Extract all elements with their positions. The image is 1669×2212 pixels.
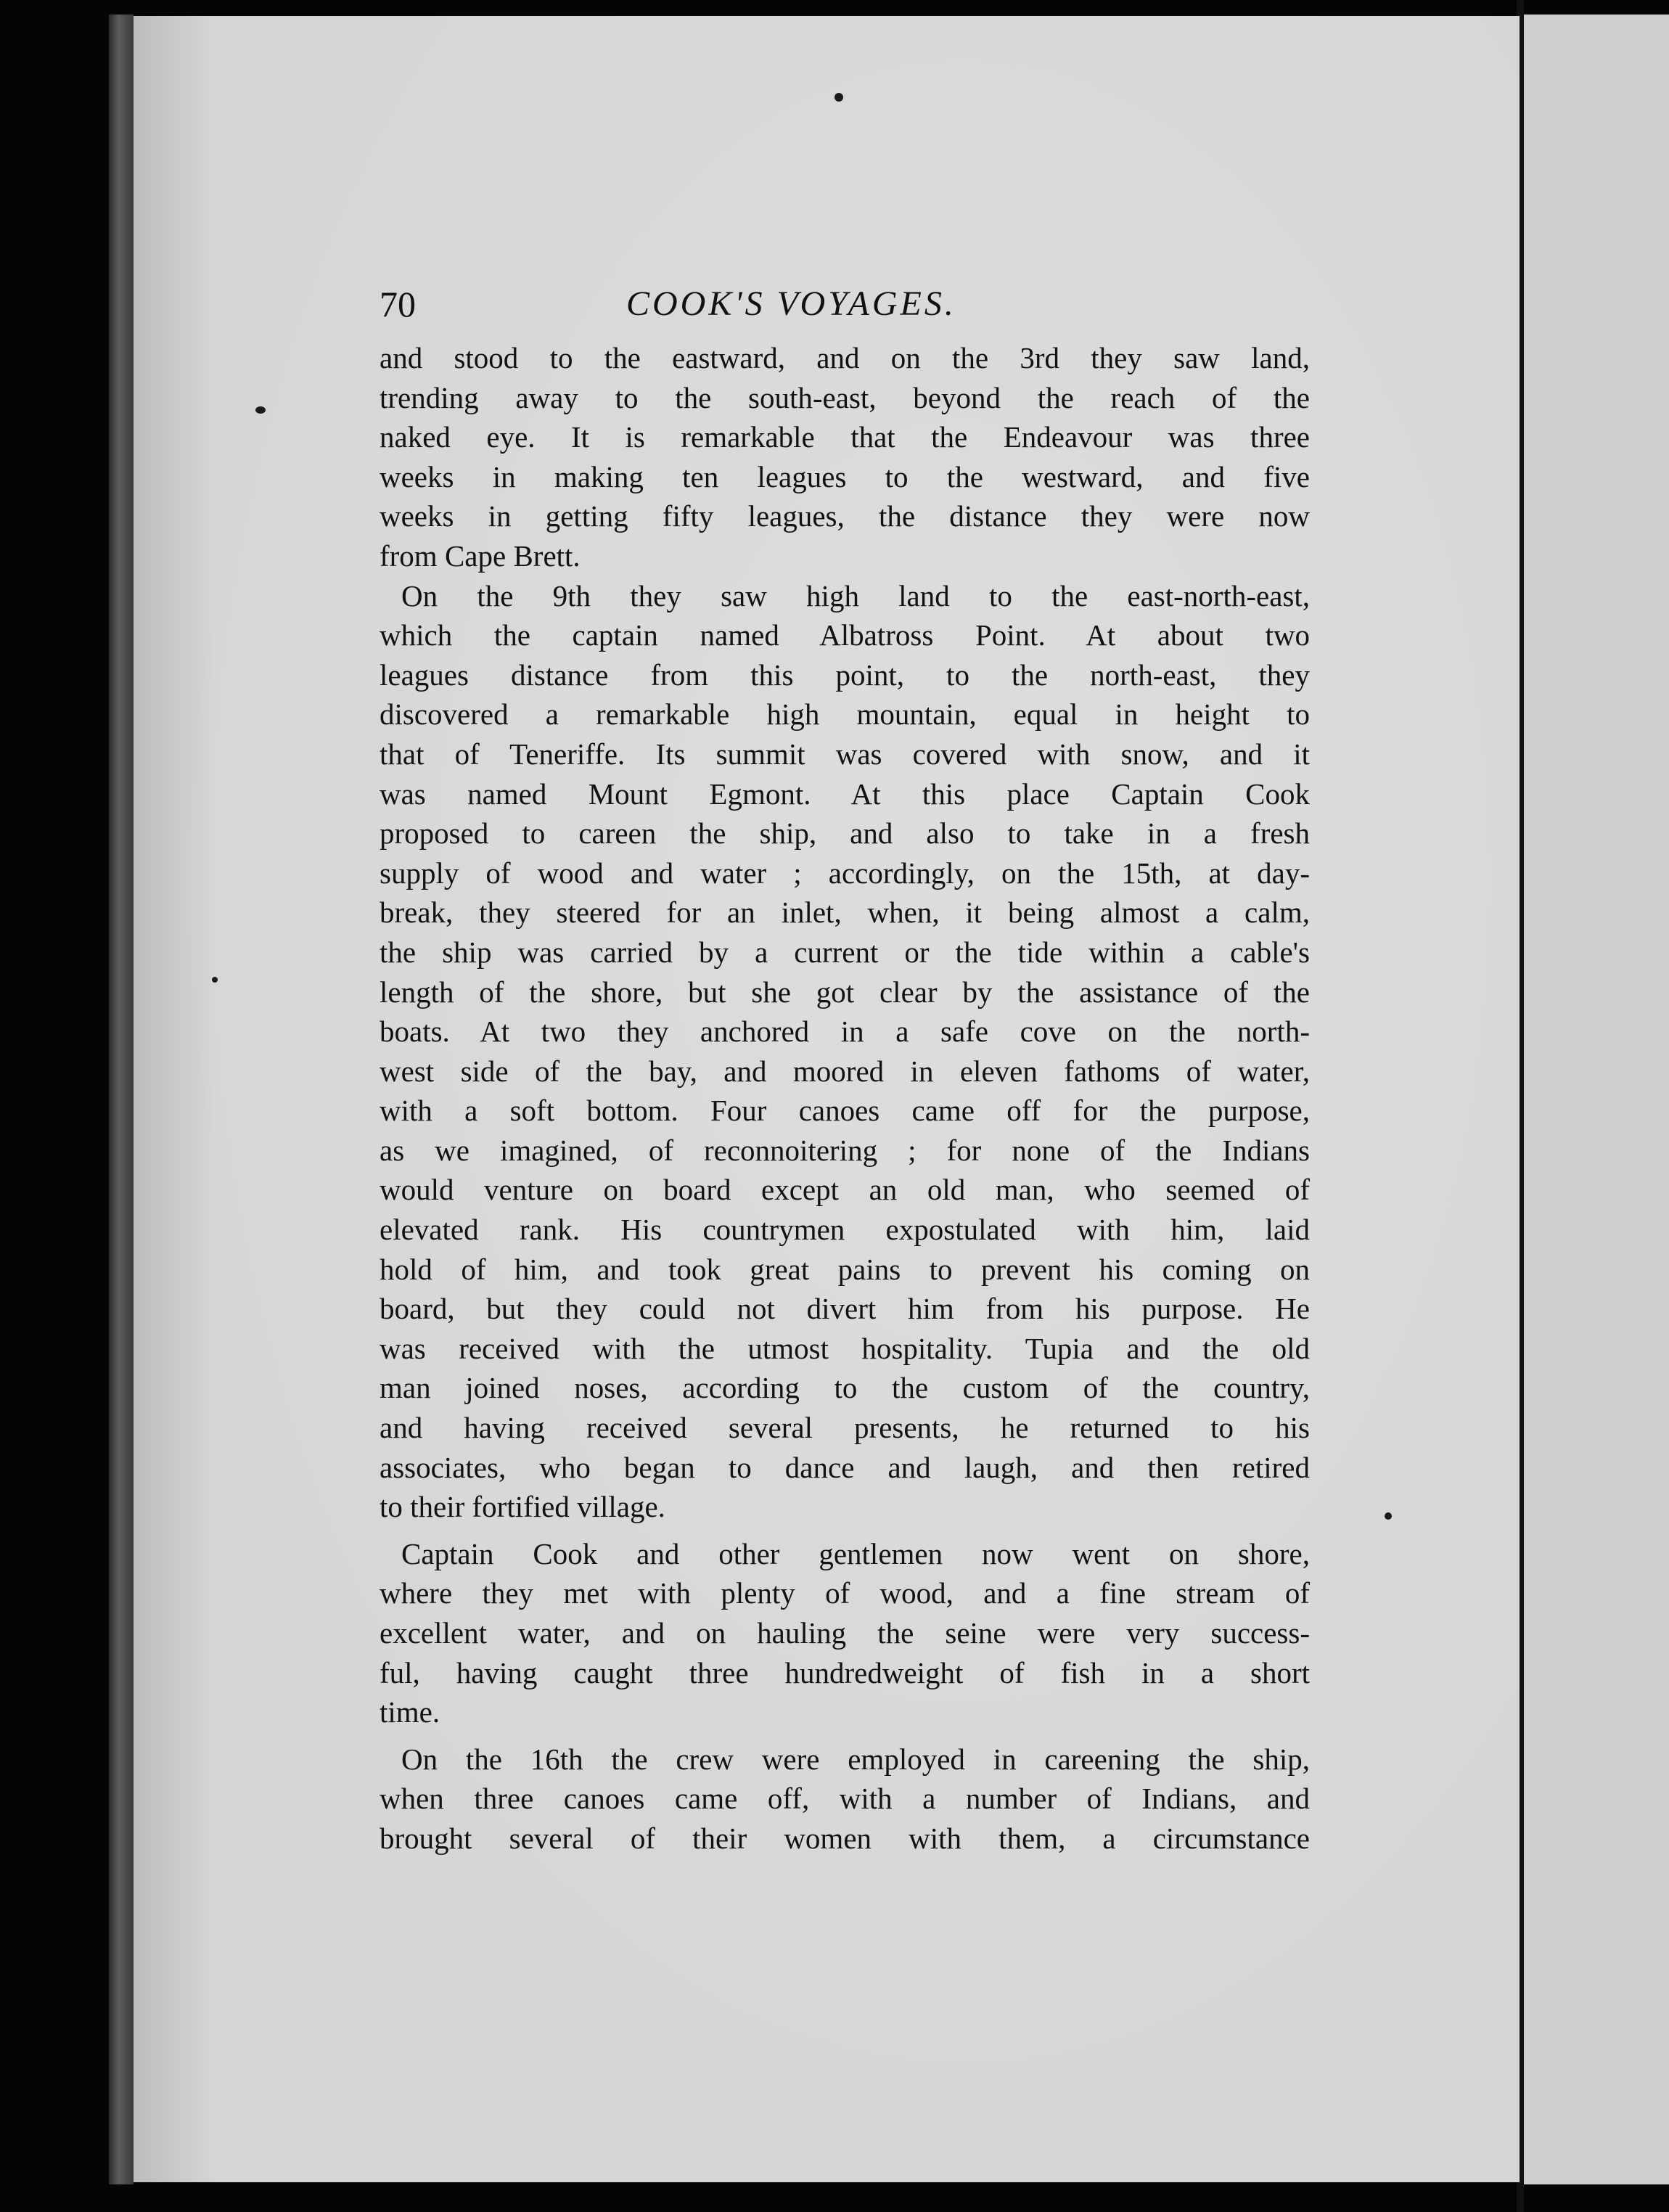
text-line: man joined noses, according to the custom of the country, <box>380 1371 1310 1405</box>
text-line: naked eye. It is remarkable that the Endeavour was three <box>380 420 1310 454</box>
text-line: hold of him, and took great pains to prevent his coming on <box>380 1252 1310 1286</box>
text-line: to their fortified village. <box>380 1490 665 1524</box>
text-line: Captain Cook and other gentlemen now went on shore, <box>401 1536 1310 1570</box>
text-line: would venture on board except an old man, who seemed of <box>380 1173 1310 1207</box>
text-line: boats. At two they anchored in a safe cove on the north- <box>380 1015 1310 1049</box>
paragraph-spacing <box>380 1527 1310 1534</box>
ink-speck <box>1385 1512 1392 1520</box>
text-line: On the 9th they saw high land to the east-north-east, <box>401 578 1310 613</box>
text-line: where they met with plenty of wood, and a fine stream of <box>380 1576 1310 1610</box>
text-line: which the captain named Albatross Point. At about two <box>380 618 1310 652</box>
text-line: board, but they could not divert him from his purpose. He <box>380 1292 1310 1326</box>
paragraph <box>380 1534 1310 1732</box>
paragraph <box>380 576 1310 1527</box>
text-line: trending away to the south-east, beyond the reach of the <box>380 380 1310 414</box>
book-binding-edge <box>109 15 134 2184</box>
text-line: break, they steered for an inlet, when, it being almost a calm, <box>380 896 1310 930</box>
text-line: as we imagined, of reconnoitering ; for none of the Indians <box>380 1133 1310 1167</box>
text-line: associates, who began to dance and laugh, and then retired <box>380 1450 1310 1484</box>
text-line: excellent water, and on hauling the seine were very success- <box>380 1616 1310 1650</box>
text-line: was named Mount Egmont. At this place Captain Cook <box>380 777 1310 811</box>
text-line: weeks in getting fifty leagues, the distance they were now <box>380 499 1310 533</box>
text-line: leagues distance from this point, to the north-east, they <box>380 658 1310 692</box>
paragraph <box>380 338 1310 576</box>
text-line: length of the shore, but she got clear by the assistance of the <box>380 975 1310 1009</box>
text-line: brought several of their women with them, a circumstance <box>380 1821 1310 1855</box>
text-line: and stood to the eastward, and on the 3rd they saw land, <box>380 341 1310 374</box>
text-line: when three canoes came off, with a number of Indians, and <box>380 1782 1310 1816</box>
ink-speck <box>255 406 266 414</box>
text-line: time. <box>380 1695 440 1729</box>
text-line: proposed to careen the ship, and also to take in a fresh <box>380 816 1310 851</box>
text-line: west side of the bay, and moored in eleven fathoms of water, <box>380 1054 1310 1088</box>
facing-page-edge <box>1524 15 1669 2184</box>
text-line: weeks in making ten leagues to the westward, and five <box>380 459 1310 493</box>
page-number: 70 <box>380 284 416 324</box>
running-head: COOK'S VOYAGES. <box>626 284 956 323</box>
text-line: and having received several presents, he returned to his <box>380 1411 1310 1445</box>
text-line: elevated rank. His countrymen expostulated with him, laid <box>380 1213 1310 1247</box>
paragraph-spacing <box>380 1732 1310 1740</box>
text-line: with a soft bottom. Four canoes came off for the purpose, <box>380 1094 1310 1128</box>
text-line: discovered a remarkable high mountain, equal in height to <box>380 697 1310 732</box>
text-line: On the 16th the crew were employed in careening the ship, <box>401 1742 1310 1776</box>
text-line: ful, having caught three hundredweight of fish in a short <box>380 1655 1310 1689</box>
ink-speck <box>834 93 843 102</box>
ink-speck <box>212 977 218 983</box>
text-line: from Cape Brett. <box>380 538 581 573</box>
paragraph <box>380 1740 1310 1859</box>
page-header <box>380 281 1310 327</box>
text-line: was received with the utmost hospitality. Tupia and the old <box>380 1331 1310 1365</box>
body-text <box>380 338 1310 1859</box>
text-line: the ship was carried by a current or the tide within a cable's <box>380 935 1310 969</box>
text-line: supply of wood and water ; accordingly, on the 15th, at day- <box>380 856 1310 890</box>
text-line: that of Teneriffe. Its summit was covered with snow, and it <box>380 737 1310 771</box>
